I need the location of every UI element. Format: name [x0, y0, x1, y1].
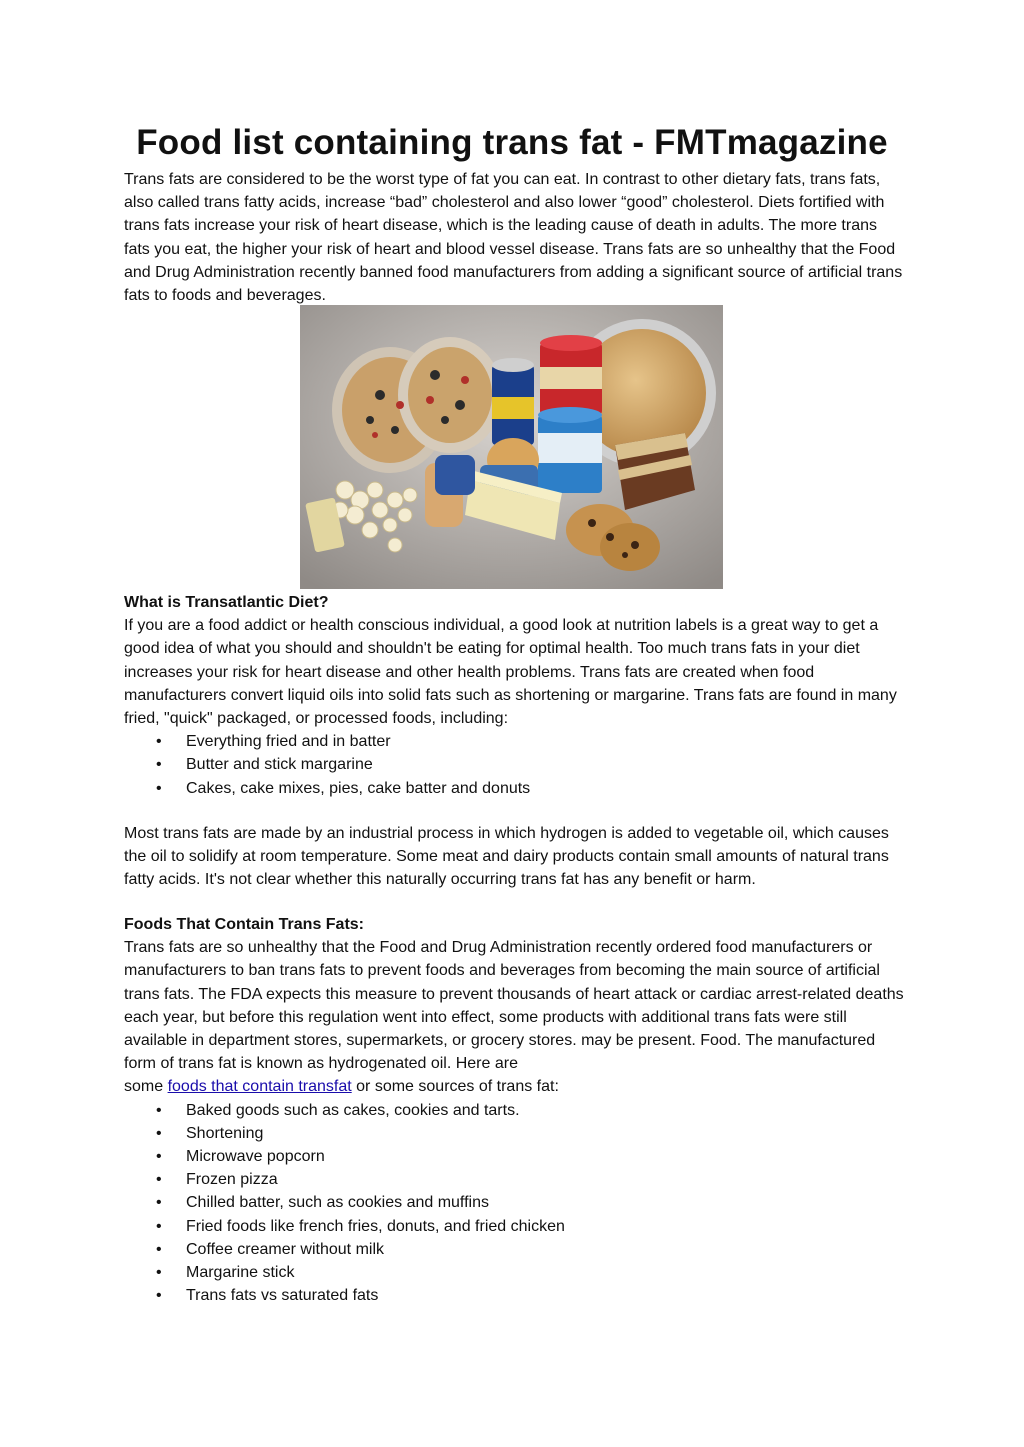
- list-item: • Trans fats vs saturated fats: [124, 1284, 904, 1307]
- list-item: • Fried foods like french fries, donuts, and fried chicken: [124, 1215, 904, 1238]
- list-item: • Microwave popcorn: [124, 1145, 904, 1168]
- list-item: • Chilled batter, such as cookies and muffins: [124, 1191, 904, 1214]
- intro-paragraph: Trans fats are considered to be the worst type of fat you can eat. In contrast to other dietary fats, trans fats, also called trans fatty acids, increase “bad” cholesterol and also lower “good” cholesterol. Diets fortified with trans fats increase your risk of heart disease, which is the leading cause of death in adults. The more trans fats you eat, the higher your risk of heart and blood vessel disease. Trans fats are so unhealthy that the Food and Drug Administration recently banned food manufacturers from adding a significant source of artificial trans fats to foods and beverages.: [124, 171, 903, 305]
- list-item: • Margarine stick: [124, 1261, 904, 1284]
- link-line: some foods that contain transfat or some sources of trans fat:: [124, 1078, 559, 1096]
- list-item: • Cakes, cake mixes, pies, cake batter and donuts: [124, 777, 904, 800]
- industrial-paragraph: Most trans fats are made by an industrial process in which hydrogen is added to vegetable oil, which causes the oil to solidify at room temperature. Some meat and dairy products contain small amounts of natural trans fatty acids. It's not clear whether this naturally occurring trans fat has any benefit or harm.: [124, 825, 889, 889]
- list-item: • Coffee creamer without milk: [124, 1238, 904, 1261]
- section-foods: [124, 913, 904, 1307]
- bullet-list: [124, 1099, 904, 1308]
- section-transatlantic: [124, 591, 904, 800]
- page-title: Food list containing trans fat - FMTmagazine: [136, 123, 888, 162]
- section-paragraph: If you are a food addict or health conscious individual, a good look at nutrition labels is a great way to get a good idea of what you should and shouldn't be eating for optimal health. Too much trans fats in your diet increases your risk for heart disease and other health problems. Trans fats are created when food manufacturers convert liquid oils into solid fats such as shortening or margarine. Trans fats are found in many fried, "quick" packaged, or processed foods, including:: [124, 617, 897, 728]
- list-item: • Shortening: [124, 1122, 904, 1145]
- list-item: • Frozen pizza: [124, 1168, 904, 1191]
- bullet-list: [124, 730, 904, 800]
- list-item: • Everything fried and in batter: [124, 730, 904, 753]
- section-heading: What is Transatlantic Diet?: [124, 594, 329, 611]
- section-paragraph: Trans fats are so unhealthy that the Food and Drug Administration recently ordered food manufacturers or manufacturers to ban trans fats to prevent foods and beverages from becoming the main source of artificial trans fats. The FDA expects this measure to prevent thousands of heart attack or cardiac arrest-related deaths each year, but before this regulation went into effect, some products with additional trans fats were still available in department stores, supermarkets, or grocery stores. may be present. Food. The manufactured form of trans fat is known as hydrogenated oil. Here are: [124, 939, 904, 1073]
- list-item: • Butter and stick margarine: [124, 753, 904, 776]
- trans-fat-foods-photo: [300, 305, 723, 589]
- transfat-foods-link[interactable]: foods that contain transfat: [167, 1078, 352, 1096]
- section-heading: Foods That Contain Trans Fats:: [124, 916, 365, 933]
- list-item: • Baked goods such as cakes, cookies and tarts.: [124, 1099, 904, 1122]
- food-photo-illustration: [300, 305, 723, 589]
